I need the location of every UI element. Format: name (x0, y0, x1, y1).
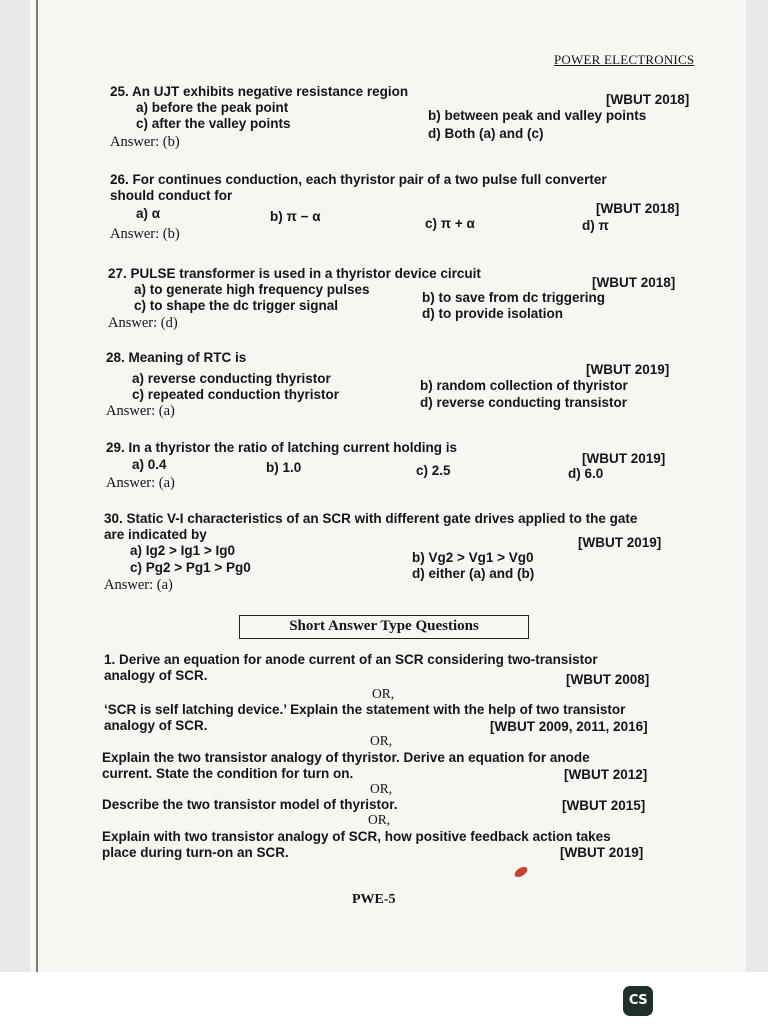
q25-answer: Answer: (b) (110, 134, 180, 150)
section-heading-short-answer: Short Answer Type Questions (239, 615, 529, 639)
binding-edge-line (36, 0, 38, 972)
q29-stem: 29. In a thyristor the ratio of latching current holding is (106, 440, 458, 455)
q26-option-d: d) π (582, 218, 609, 233)
q28-option-d: d) reverse conducting transistor (420, 395, 628, 410)
q28-stem: 28. Meaning of RTC is (106, 350, 247, 365)
sa1-alt1-line1: ‘SCR is self latching device.’ Explain the statement with the help of two transistor (104, 702, 626, 717)
sa1-alt2-ref: [WBUT 2012] (564, 767, 648, 782)
q27-answer: Answer: (d) (108, 315, 178, 331)
q30-option-a: a) Ig2 > Ig1 > Ig0 (130, 543, 236, 558)
q29-option-a: a) 0.4 (132, 457, 167, 472)
sa1-alt4-ref: [WBUT 2019] (560, 845, 644, 860)
q30-option-c: c) Pg2 > Pg1 > Pg0 (130, 560, 251, 575)
q29-ref: [WBUT 2019] (582, 451, 666, 466)
sa1-alt4-line2: place during turn-on an SCR. (102, 845, 289, 860)
q26-ref: [WBUT 2018] (596, 201, 680, 216)
q28-option-a: a) reverse conducting thyristor (132, 371, 331, 386)
q26-stem-line1: 26. For continues conduction, each thyristor pair of a two pulse full converter (110, 172, 607, 187)
q26-answer: Answer: (b) (110, 226, 180, 242)
sa1-line1: 1. Derive an equation for anode current of an SCR considering two-transistor (104, 652, 598, 667)
camscanner-logo-icon: CS (623, 986, 653, 1016)
or-separator-4: OR, (368, 812, 391, 827)
q26-stem-line2: should conduct for (110, 188, 233, 203)
q29-answer: Answer: (a) (106, 475, 175, 491)
q29-option-b: b) 1.0 (266, 460, 302, 475)
q29-option-d: d) 6.0 (568, 466, 604, 481)
q28-option-b: b) random collection of thyristor (420, 378, 628, 393)
q27-option-c: c) to shape the dc trigger signal (134, 298, 339, 313)
q30-stem-line1: 30. Static V-I characteristics of an SCR with different gate drives applied to the gate (104, 511, 638, 526)
q26-option-b: b) π − α (270, 209, 321, 224)
q26-option-c: c) π + α (425, 216, 475, 231)
q30-option-d: d) either (a) and (b) (412, 566, 535, 581)
q28-ref: [WBUT 2019] (586, 362, 670, 377)
q28-answer: Answer: (a) (106, 403, 175, 419)
q25-option-a: a) before the peak point (136, 100, 289, 115)
q30-stem-line2: are indicated by (104, 527, 207, 542)
sa1-alt2-line2: current. State the condition for turn on. (102, 766, 354, 781)
q27-option-b: b) to save from dc triggering (422, 290, 606, 305)
sa1-alt3-line1: Describe the two transistor model of thyristor. (102, 797, 398, 812)
q28-option-c: c) repeated conduction thyristor (132, 387, 340, 402)
q30-ref: [WBUT 2019] (578, 535, 662, 550)
q26-option-a: a) α (136, 206, 161, 221)
q27-option-a: a) to generate high frequency pulses (134, 282, 370, 297)
or-separator-2: OR, (370, 733, 393, 748)
q27-stem: 27. PULSE transformer is used in a thyristor device circuit (108, 266, 481, 281)
q25-option-b: b) between peak and valley points (428, 108, 647, 123)
q25-option-c: c) after the valley points (136, 116, 291, 131)
q25-option-d: d) Both (a) and (c) (428, 126, 544, 141)
sa1-line2: analogy of SCR. (104, 668, 208, 683)
q25-ref: [WBUT 2018] (606, 92, 690, 107)
q30-answer: Answer: (a) (104, 577, 173, 593)
q30-option-b: b) Vg2 > Vg1 > Vg0 (412, 550, 534, 565)
sa1-alt3-ref: [WBUT 2015] (562, 798, 646, 813)
or-separator-3: OR, (370, 781, 393, 796)
sa1-alt1-ref: [WBUT 2009, 2011, 2016] (490, 719, 648, 734)
q27-ref: [WBUT 2018] (592, 275, 676, 290)
q29-option-c: c) 2.5 (416, 463, 451, 478)
q27-option-d: d) to provide isolation (422, 306, 563, 321)
sa1-alt2-line1: Explain the two transistor analogy of thyristor. Derive an equation for anode (102, 750, 590, 765)
sa1-alt4-line1: Explain with two transistor analogy of SCR, how positive feedback action takes (102, 829, 611, 844)
running-header: POWER ELECTRONICS (554, 52, 695, 67)
sa1-ref: [WBUT 2008] (566, 672, 650, 687)
or-separator-1: OR, (372, 686, 395, 701)
q25-stem: 25. An UJT exhibits negative resistance region (110, 84, 409, 99)
page-number: PWE-5 (352, 892, 396, 907)
sa1-alt1-line2: analogy of SCR. (104, 718, 208, 733)
